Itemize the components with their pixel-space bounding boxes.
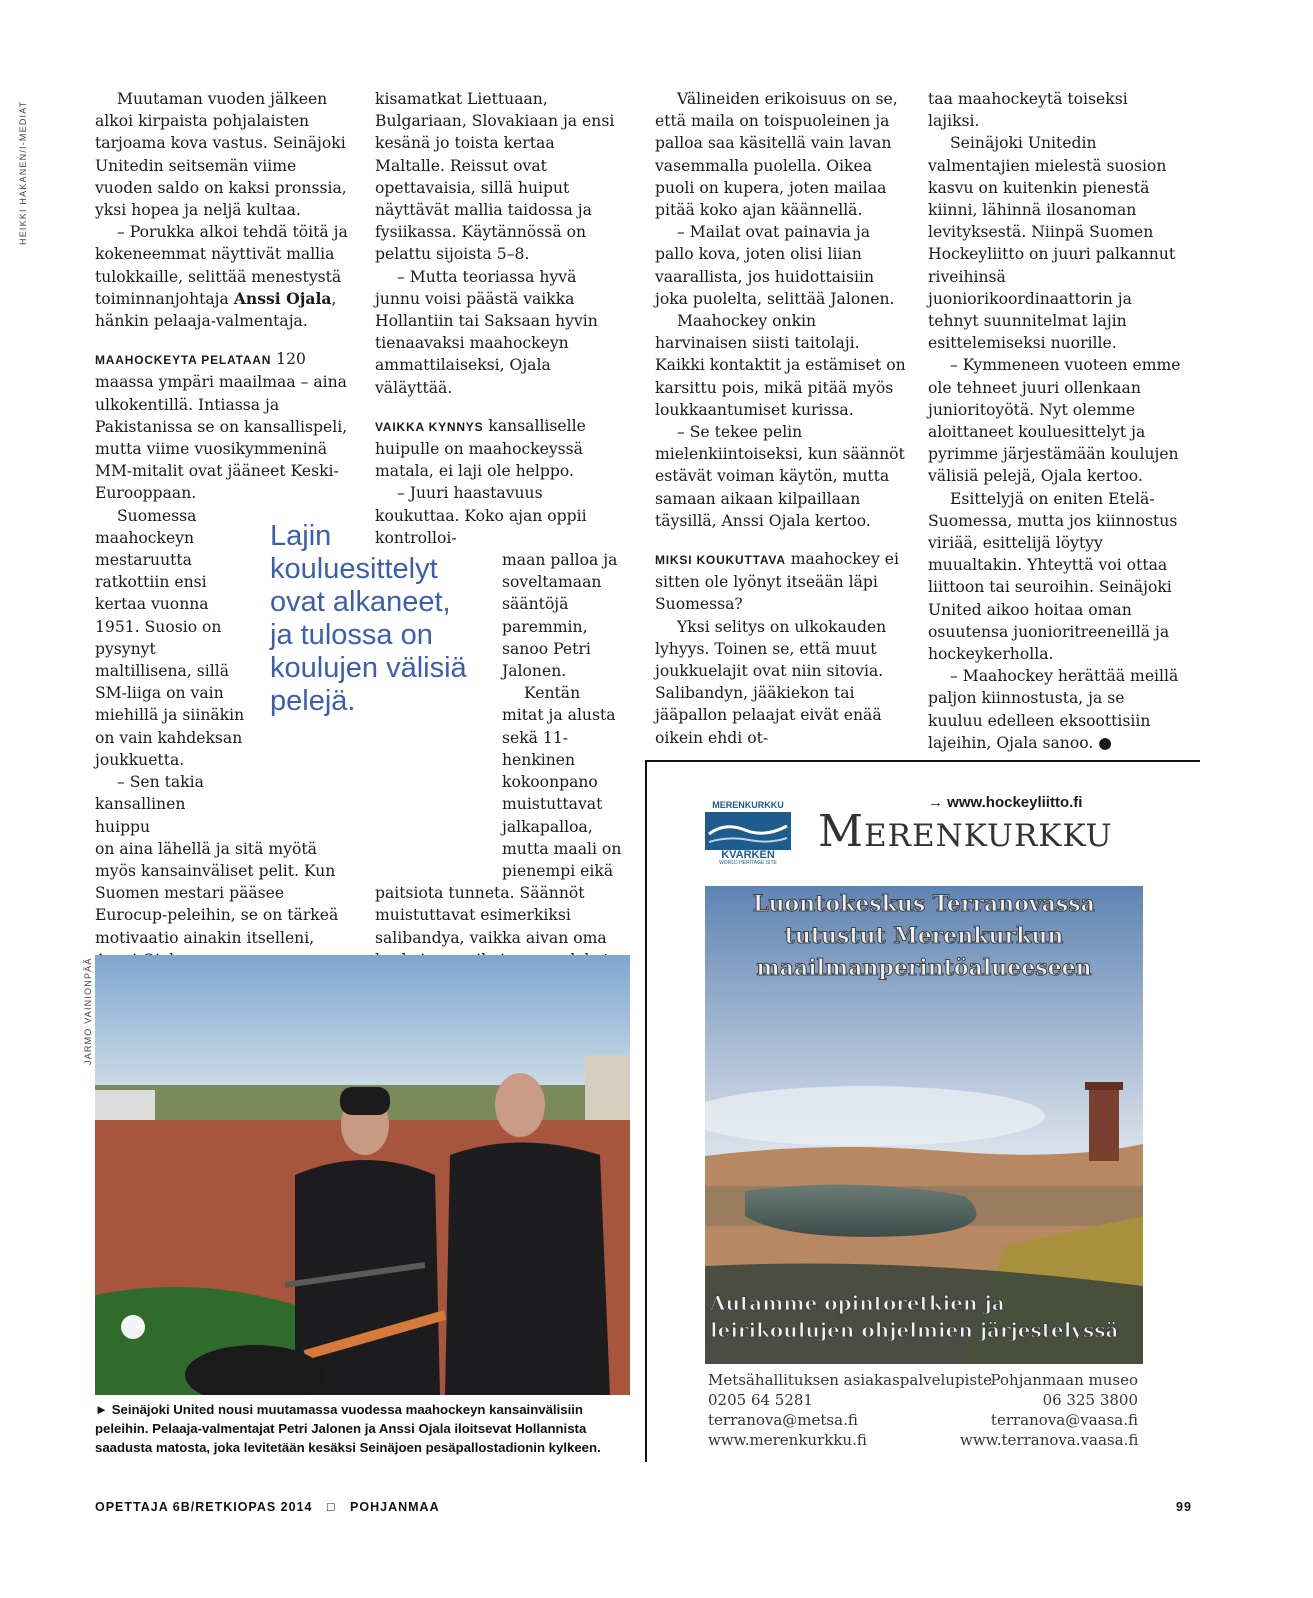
paragraph: VAIKKA KYNNYS kansalliselle huipulle on maahockeyssä matala, ei laji ole helppo. (375, 416, 586, 481)
end-mark: ● (1098, 733, 1112, 752)
team-photo (95, 955, 630, 1395)
paragraph: Yksi selitys on ulkokauden lyhyys. Toinen se, että muut joukkuelajit ovat niin sitovia. Salibandyn, jääkiekon tai jääpallon pelaajat eivät enää oikein ehdi ot- (655, 617, 887, 747)
paragraph: kisamatkat Liettuaan, Bulgariaan, Slovakiaan ja ensi kesänä jo toista kertaa Maltalle. Reissut ovat opettavaisia, sillä huiput näyttävät mallia taidossa ja fysiikassa. Käytännössä on pelattu sijoista 5–8. (375, 90, 615, 264)
paragraph: taa maahockeytä toiseksi lajiksi. (928, 90, 1128, 131)
paragraph: paitsiota tunneta. Säännöt muistuttavat esimerkiksi salibandya, vaikka aivan oma (375, 884, 607, 947)
paragraph: Maahockey onkin harvinaisen siisti taitolaji. Kaikki kontaktit ja estämiset on karsittu pois, mikä pitää myös loukkaantumiset kurissa. (655, 312, 906, 419)
ad-contact-right (960, 1370, 1138, 1450)
paragraph: – Sen takia kansallinen huippu (95, 773, 204, 836)
photo-illustration (95, 955, 630, 1395)
paragraph: Suomessa maahockeyn mestaruutta ratkottiin ensi kertaa vuonna 1951. Suosio on pysynyt maltillisena, sillä SM-liiga on vain miehillä ja siinäkin on vain kahdeksan joukkuetta. (95, 506, 245, 769)
paragraph: – Juuri haastavuus koukuttaa. Koko ajan oppii kontrolloi- (375, 484, 587, 547)
footer-section: POHJANMAA (350, 1500, 440, 1514)
contact-web[interactable]: www.merenkurkku.fi (708, 1431, 867, 1449)
footer-separator: □ (326, 1500, 336, 1514)
logo-text-top: MERENKURKKU (712, 800, 784, 810)
lead-in: VAIKKA KYNNYS (375, 419, 484, 434)
paragraph: MIKSI KOUKUTTAVA maahockey ei sitten ole lyönyt itseään läpi Suomessa? (655, 550, 899, 614)
paragraph: Muutaman vuoden jälkeen alkoi kirpaista pohjalaisten tarjoama kova vastus. Seinäjoki Unitedin seitsemän viime vuoden saldo on kaksi pronssia, yksi hopea ja neljä kultaa. (95, 90, 347, 220)
ad-contact-left (708, 1370, 992, 1450)
logo-text-sub: WORLD HERITAGE SITE (719, 860, 777, 866)
paragraph: – Kymmeneen vuoteen emme ole tehneet juuri ollenkaan junioritoyötä. Nyt olemme aloittaneet kouluesittelyt ja pyrimme järjestämään koulujen välisiä pelejä, Ojala kertoo. (928, 356, 1181, 486)
logo-text-bottom: KVARKEN (721, 849, 775, 861)
hockeyliitto-link[interactable]: → www.hockeyliitto.fi (928, 794, 1083, 812)
ad-headline: Luontokeskus Terranovassa tutustut Merenkurkun maailmanperintöalueeseen (753, 891, 1095, 981)
contact-email[interactable]: terranova@vaasa.fi (990, 1411, 1138, 1429)
paragraph: on aina lähellä ja sitä myötä myös kansainväliset pelit. Kun Suomen mestari pääsee Eurocup-peleihin, se on tärkeä motivaatio ainakin itselleni, (95, 839, 339, 947)
column-3 (655, 88, 910, 749)
photo-caption: ► Seinäjoki United nousi muutamassa vuodessa maahockeyn kansainvälisiin peleihin. Pelaaja-valmentajat Petri Jalonen ja Anssi Ojala iloitsevat Hollannista saadusta matosta, joka levitetään kesäksi Seinäjoen pesäpallostadionin kylkeen. (95, 1402, 601, 1455)
contact-phone: 0205 64 5281 (708, 1391, 813, 1409)
paragraph: MAAHOCKEYTA PELATAAN 120 maassa ympäri maailmaa – aina ulkokentillä. Intiassa ja Pakistanissa se on kansallispeli, mutta viime vuosikymmeninä MM-mitalit ovat jääneet Keski-Eurooppaan. (95, 350, 348, 503)
contact-email[interactable]: terranova@metsa.fi (708, 1411, 858, 1429)
paragraph: maan palloa ja soveltamaan sääntöjä paremmin, sanoo Petri Jalonen. (502, 551, 618, 681)
kvarken-logo (705, 800, 791, 866)
paragraph: Esittelyjä on eniten Etelä-Suomessa, mutta jos kiinnostus viriää, esittelijä löytyy muualtakin. Yhteyttä voi ottaa liittoon tai seuroihin. Seinäjoki United aikoo hoitaa oman osuutensa juonioritreeneillä ja hockeykerholla. (928, 489, 1178, 664)
paragraph: – Maahockey herättää meillä paljon kiinnostusta, ja se kuuluu edelleen eksoottisiin lajeihin, Ojala sanoo. ● (928, 667, 1179, 752)
column-4 (928, 88, 1183, 814)
paragraph: – Porukka alkoi tehdä töitä ja kokeneemmat näyttivät mallia tulokkaille, selittää menestystä toiminnanjohtaja Anssi Ojala, hänkin pelaaja-valmentaja. (95, 223, 348, 331)
person-name: Anssi Ojala (233, 288, 332, 308)
footer-publication (95, 1500, 440, 1514)
contact-phone: 06 325 3800 (1042, 1391, 1138, 1409)
paragraph: – Mutta teoriassa hyvä junnu voisi päästä vaikka Hollantiin tai Saksaan hyvin tienaavaksi maahockeyn ammattilaiseksi, Ojala väläyttää. (375, 267, 598, 397)
paragraph: Välineiden erikoisuus on se, että maila on toispuoleinen ja palloa saa käsitellä vain lavan vasemmalla puolella. Oikea puoli on kupera, joten mailaa pitää koko ajan käännellä. (655, 90, 898, 220)
pull-quote: Lajin kouluesittelyt ovat alkaneet, ja tulossa on koulujen välisiä pelejä. (270, 520, 467, 717)
contact-name: Metsähallituksen asiakaspalvelupiste (708, 1371, 992, 1389)
contact-name: Pohjanmaan museo (990, 1371, 1138, 1389)
footer-title: OPETTAJA 6B/RETKIOPAS 2014 (95, 1500, 313, 1514)
person-name: Petri Jalonen (502, 639, 591, 681)
photo-credit-top: HEIKKI HAKANEN/I-MEDIAT (18, 100, 28, 245)
paragraph: Kentän mitat ja alusta sekä 11-henkinen kokoonpano muistuttavat jalkapalloa, mutta maali on pienempi eikä (502, 684, 622, 880)
contact-web[interactable]: www.terranova.vaasa.fi (960, 1431, 1139, 1449)
photo-credit-photo: JARMO VAINIONPÄÄ (83, 957, 93, 1065)
paragraph: Seinäjoki Unitedin valmentajien mielestä suosion kasvu on kuitenkin pienestä kiinni, lähinnä ilosanoman levityksestä. Niinpä Suomen Hockeyliitto on juuri palkannut riveihinsä juoniorikoordinaattorin ja tehnyt suunnitelmat lajin esittelemiseksi nuorille. (928, 134, 1176, 353)
paragraph: – Se tekee pelin mielenkiintoiseksi, kun säännöt estävät voiman käytön, mutta samaan aikaan kilpaillaan täysillä, Anssi Ojala kertoo. (655, 423, 905, 530)
ad-bottomline: Autamme opintoretkien ja leirikoulujen ohjelmien järjestelyssä (710, 1291, 1119, 1342)
page-number: 99 (1176, 1500, 1192, 1514)
lead-in: MAAHOCKEYTA PELATAAN (95, 353, 272, 368)
paragraph: – Mailat ovat painavia ja pallo kova, joten olisi liian vaarallista, jos huidottaisiin joka puolelta, selittää Jalonen. (655, 223, 895, 308)
lead-in: MIKSI KOUKUTTAVA (655, 553, 786, 568)
ad-title: Merenkurkku (818, 806, 1113, 857)
